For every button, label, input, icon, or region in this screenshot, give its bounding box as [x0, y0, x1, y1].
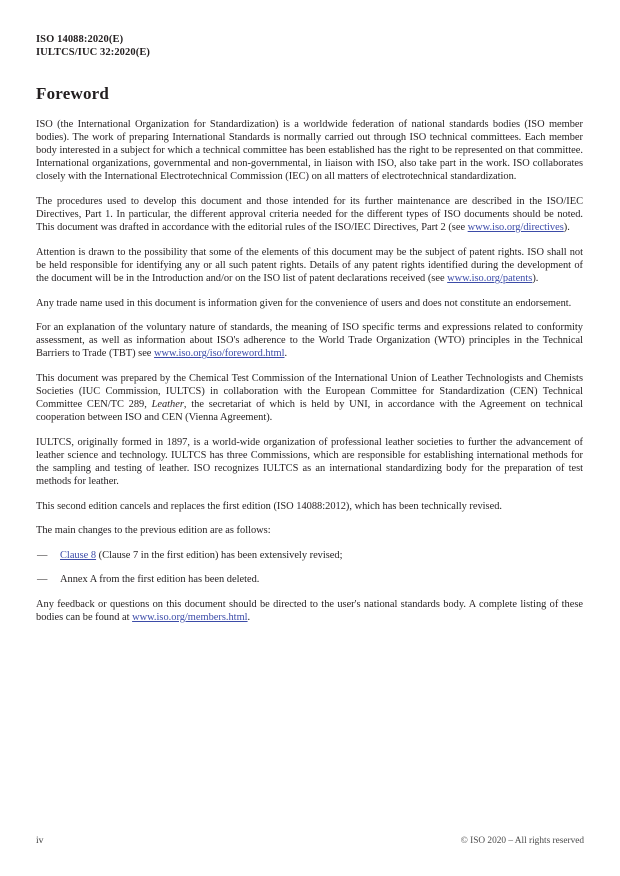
page-number: iv [36, 835, 44, 846]
paragraph-procedures-tail: ). [563, 222, 570, 234]
committee-title-italic: Leather [151, 399, 184, 411]
page-footer [36, 835, 584, 849]
em-dash-marker: — [37, 574, 48, 586]
paragraph-feedback [36, 598, 583, 624]
em-dash-marker: — [37, 549, 48, 561]
document-header [36, 33, 150, 59]
header-secondary-number: IULTCS/IUC 32:2020(E) [36, 47, 151, 58]
paragraph-procedures-text: The procedures used to develop this document and those intended for its further maintenance are described in the ISO/IEC Directives, Part 1. In particular, the different approval criteria needed for the different types of ISO documents should be noted. This document was drafted in accordance with the editorial rules of the ISO/IEC Directives, Part 2 (see [36, 195, 583, 234]
paragraph-iso-description: ISO (the International Organization for Standardization) is a worldwide federation of national standards bodies (ISO member bodies). The work of preparing International Standards is normally carried out through ISO technical committees. Each member body interested in a subject for which a technical committee has been established has the right to be represented on that committee. International organizations, governmental and non-governmental, in liaison with ISO, also take part in the work. ISO collaborates closely with the International Electrotechnical Commission (IEC) on all matters of electrotechnical standardization. [36, 119, 583, 183]
paragraph-feedback-tail: . [247, 612, 251, 624]
list-item [36, 573, 583, 586]
header-standard-number: ISO 14088:2020(E) [36, 34, 124, 45]
paragraph-iultcs-history: IULTCS, originally formed in 1897, is a world-wide organization of professional leather societies to further the advancement of leather science and technology. IULTCS has three Commissions, which are responsible for establishing international methods for the sampling and testing of leather. ISO recognizes IULTCS as an international standardizing body for the preparation of test methods for leather. [36, 436, 583, 488]
page-title: Foreword [36, 84, 110, 103]
link-clause-8[interactable]: Clause 8 [60, 549, 97, 561]
paragraph-patent-rights [36, 246, 583, 285]
list-item-text: (Clause 7 in the first edition) has been extensively revised; [96, 549, 343, 561]
link-iso-foreword[interactable]: www.iso.org/iso/foreword.html [154, 348, 285, 360]
list-item [36, 549, 583, 562]
paragraph-preparation [36, 372, 583, 424]
document-content [36, 84, 583, 624]
paragraph-patent-rights-tail: ). [532, 272, 539, 284]
paragraph-preparation-text: This document was prepared by the Chemical Test Commission of the International Union of Leather Technologists and Chemists Societies (IUC Commission, IULTCS) in collaboration with the European Committee for Standardization (CEN) Technical Committee CEN/TC 289, [36, 372, 583, 411]
link-iso-patents[interactable]: www.iso.org/patents [447, 272, 533, 284]
paragraph-voluntary-nature-text: For an explanation of the voluntary nature of standards, the meaning of ISO specific terms and expressions related to conformity assessment, as well as information about ISO's adherence to the World Trade Organization (WTO) principles in the Technical Barriers to Trade (TBT) see [36, 322, 583, 360]
link-iso-members[interactable]: www.iso.org/members.html [132, 612, 248, 624]
paragraph-voluntary-nature [36, 321, 583, 360]
paragraph-voluntary-nature-tail: . [284, 348, 288, 360]
paragraph-feedback-text: Any feedback or questions on this document should be directed to the user's national standards body. A complete listing of these bodies can be found at [36, 599, 583, 624]
main-changes-list [36, 549, 583, 587]
paragraph-procedures [36, 195, 583, 234]
paragraph-second-edition: This second edition cancels and replaces the first edition (ISO 14088:2012), which has been technically revised. [36, 500, 502, 512]
paragraph-preparation-tail: , the secretariat of which is held by UNI, in accordance with the Agreement on technical cooperation between ISO and CEN (Vienna Agreement). [36, 399, 583, 424]
paragraph-trade-name: Any trade name used in this document is information given for the convenience of users and does not constitute an endorsement. [36, 297, 572, 309]
paragraph-patent-rights-text: Attention is drawn to the possibility that some of the elements of this document may be the subject of patent rights. ISO shall not be held responsible for identifying any or all such patent rights. Details of any patent rights identified during the development of the document will be in the Introduction and/or on the ISO list of patent declarations received (see [36, 246, 583, 284]
link-iso-directives[interactable]: www.iso.org/directives [467, 222, 564, 234]
copyright-notice: © ISO 2020 – All rights reserved [460, 836, 584, 846]
list-item-text: Annex A from the first edition has been deleted. [60, 574, 260, 586]
paragraph-main-changes-lead: The main changes to the previous edition are as follows: [36, 525, 271, 537]
